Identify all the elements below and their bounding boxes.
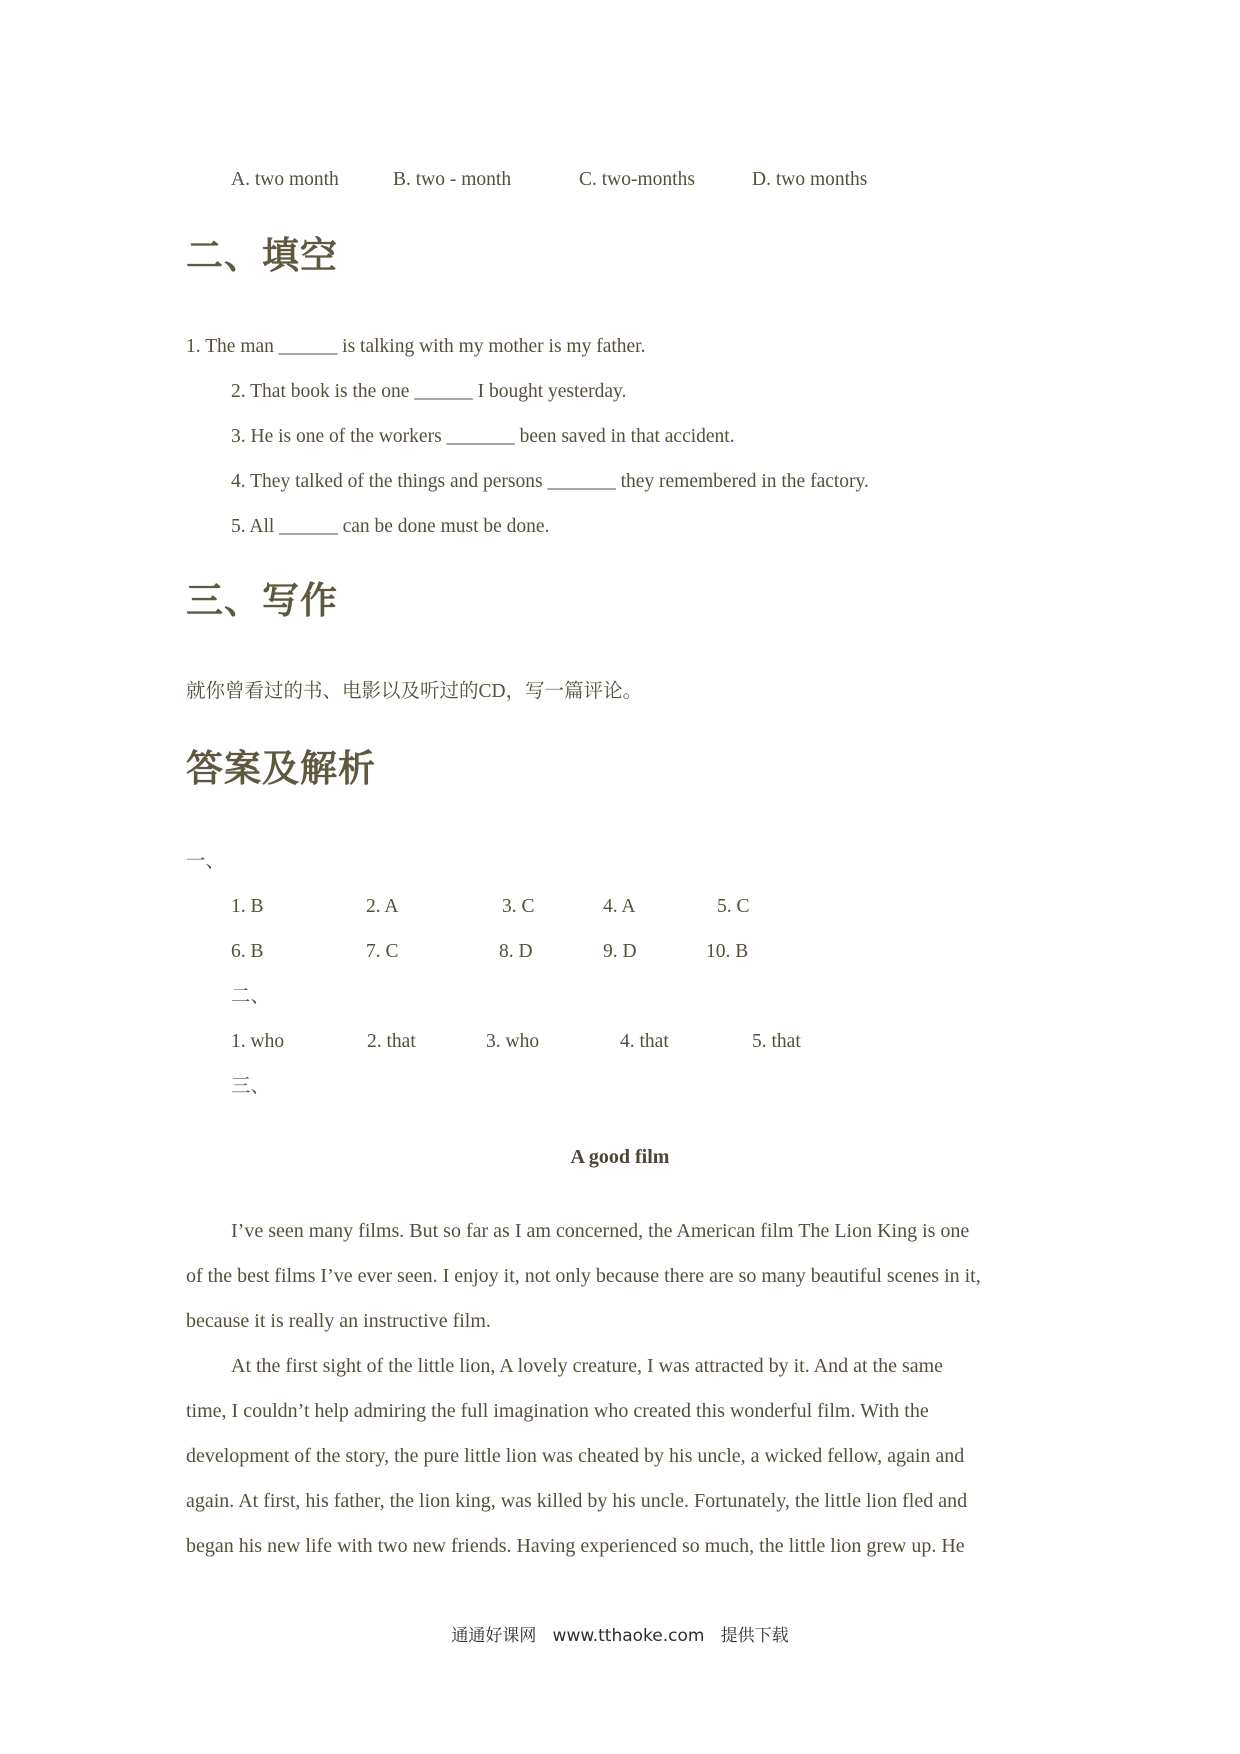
essay-line: At the first sight of the little lion, A lovely creature, I was attracted by it. And at the same (231, 1355, 944, 1377)
answer-6: 6. B (231, 941, 264, 962)
fill-answer-4: 4. that (620, 1031, 669, 1052)
answer-4: 4. A (603, 896, 636, 917)
essay-line: began his new life with two new friends. Having experienced so much, the little lion grew up. He (186, 1535, 965, 1557)
writing-prompt: 就你曾看过的书、电影以及听过的CD，写一篇评论。 (186, 681, 643, 702)
essay-title: A good film (570, 1146, 670, 1168)
fill-item-2: 2. That book is the one ______ I bought yesterday. (231, 381, 627, 402)
section3-heading: 三、写作 (186, 581, 338, 622)
essay-line: time, I couldn’t help admiring the full imagination who created this wonderful film. With the (186, 1400, 929, 1422)
answer-10: 10. B (706, 941, 749, 962)
answer-1: 1. B (231, 896, 264, 917)
answer-3: 3. C (502, 896, 535, 917)
fill-item-5: 5. All ______ can be done must be done. (231, 516, 550, 537)
fill-answer-1: 1. who (231, 1031, 285, 1052)
answer-8: 8. D (499, 941, 533, 962)
essay-line: again. At first, his father, the lion king, was killed by his uncle. Fortunately, the little lion fled and (186, 1490, 968, 1512)
option-a: A. two month (231, 169, 339, 190)
option-d: D. two months (752, 169, 868, 190)
essay-line: because it is really an instructive film. (186, 1310, 491, 1332)
footer-text: 通通好课网 www.tthaoke.com 提供下载 (451, 1626, 789, 1646)
essay-line: development of the story, the pure little lion was cheated by his uncle, a wicked fellow, again and (186, 1445, 965, 1467)
answers-part2-label: 二、 (231, 986, 271, 1007)
section2-heading: 二、填空 (186, 236, 338, 277)
answer-9: 9. D (603, 941, 637, 962)
option-c: C. two-months (579, 169, 695, 190)
fill-item-1: 1. The man ______ is talking with my mother is my father. (186, 336, 646, 357)
answer-2: 2. A (366, 896, 399, 917)
answers-part1-label: 一、 (186, 851, 226, 872)
answers-heading: 答案及解析 (186, 749, 376, 790)
fill-answer-3: 3. who (486, 1031, 540, 1052)
fill-answer-5: 5. that (752, 1031, 801, 1052)
answer-7: 7. C (366, 941, 399, 962)
fill-item-3: 3. He is one of the workers _______ been saved in that accident. (231, 426, 735, 447)
essay-line: I’ve seen many films. But so far as I am concerned, the American film The Lion King is one (231, 1220, 970, 1242)
answers-part3-label: 三、 (231, 1076, 271, 1097)
option-b: B. two - month (393, 169, 512, 190)
essay-line: of the best films I’ve ever seen. I enjoy it, not only because there are so many beautiful scenes in it, (186, 1265, 981, 1287)
fill-item-4: 4. They talked of the things and persons _______ they remembered in the factory. (231, 471, 869, 492)
answer-5: 5. C (717, 896, 750, 917)
fill-answer-2: 2. that (367, 1031, 416, 1052)
